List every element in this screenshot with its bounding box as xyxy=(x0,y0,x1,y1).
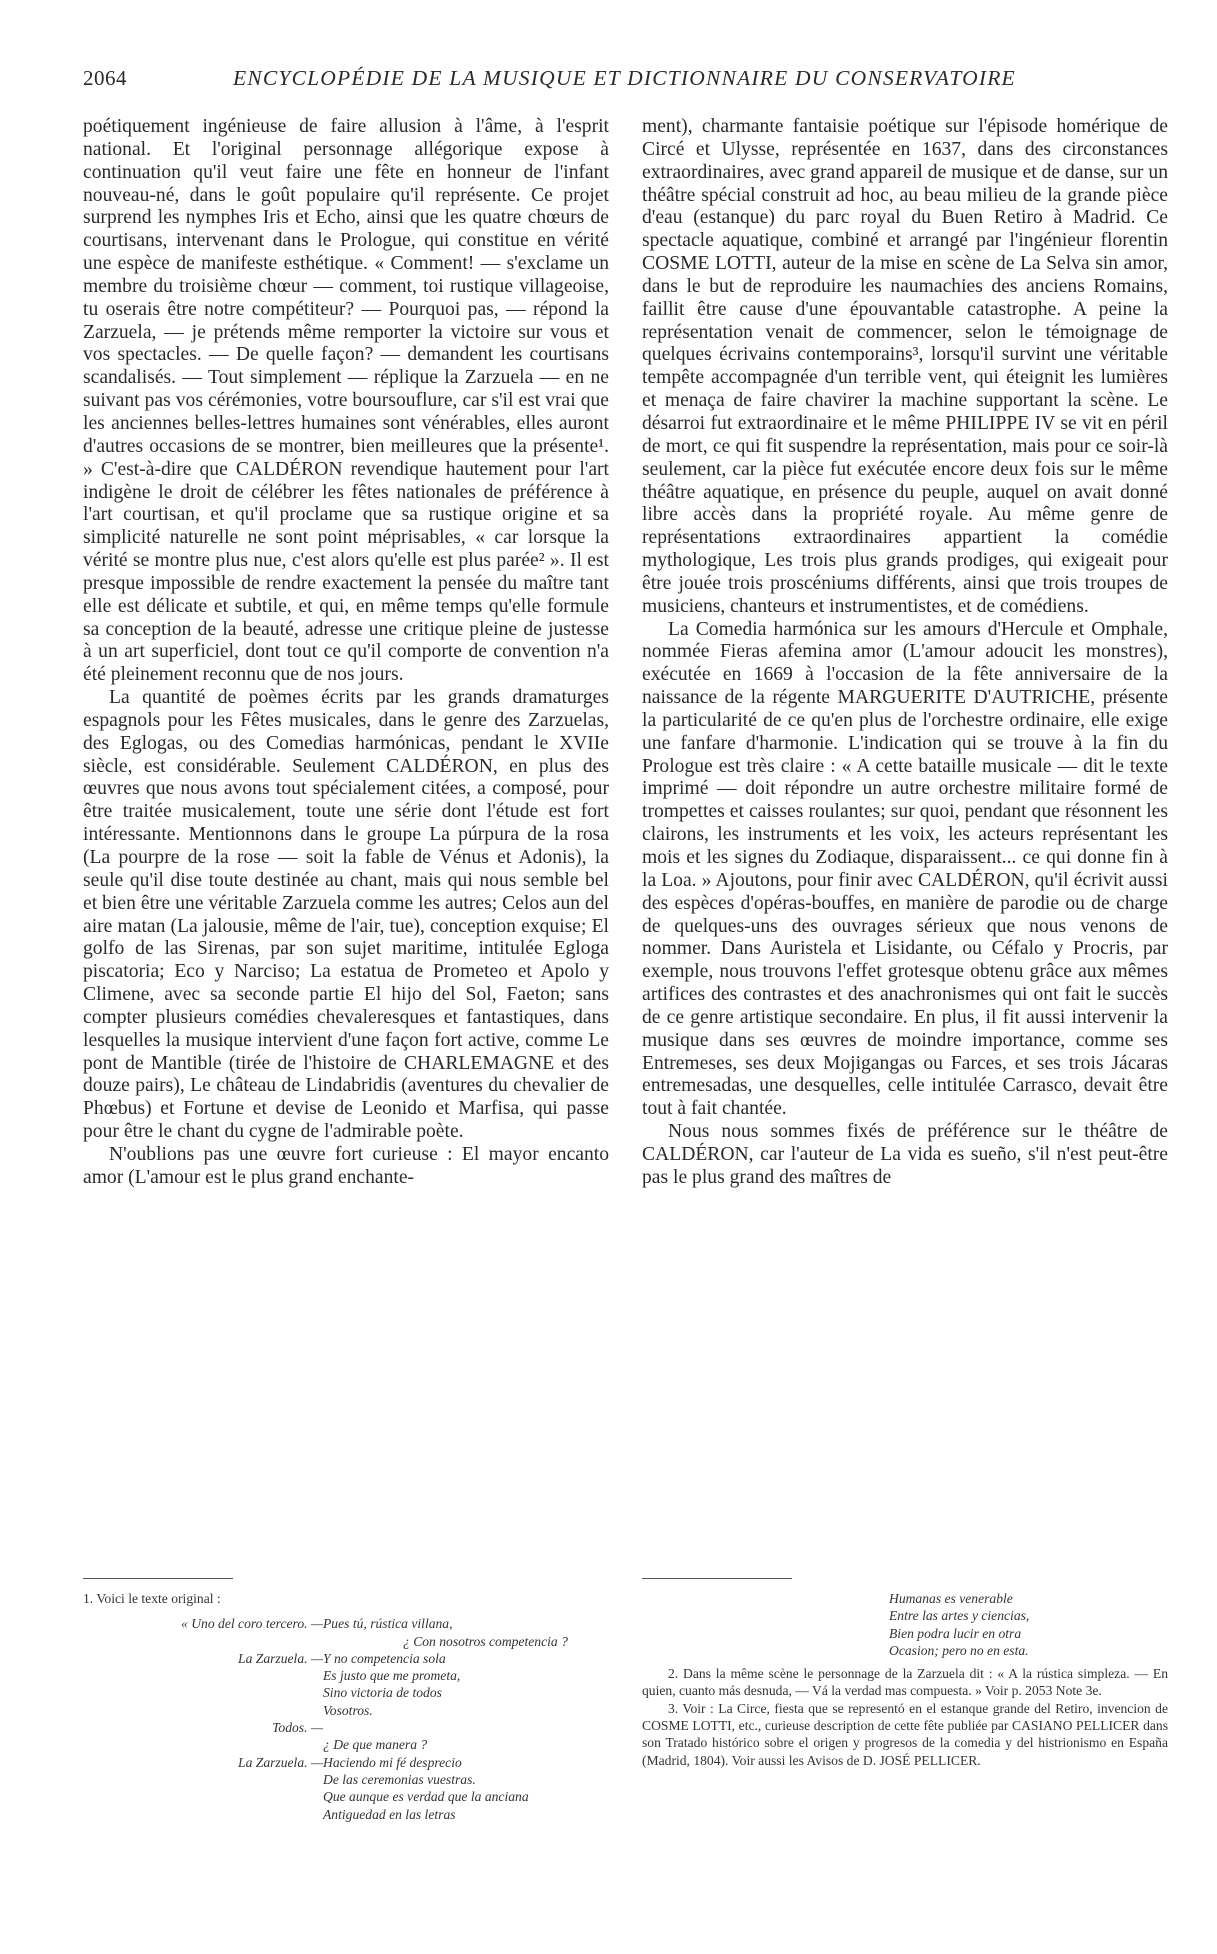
right-column xyxy=(642,116,1168,1190)
left-paragraph-1: poétiquement ingénieuse de faire allusion à l'âme, à l'esprit national. Et l'original personnage allégorique expose à continuation qu'il veut faire une fête en honneur de l'infant nouveau-né, dans le goût populaire qu'il représente. Ce projet surprend les nymphes Iris et Echo, ainsi que les quatre chœurs de courtisans, intervenant dans le Prologue, qui constitue en vérité une espèce de manifeste esthétique. « Comment! — s'exclame un membre du troisième chœur — comment, toi rustique villageoise, tu oserais être notre compétiteur? — Pourquoi pas, — répond la Zarzuela, — je prétends même remporter la victoire sur vous et vos spectacles. — De quelle façon? — demandent les courtisans scandalisés. — Tout simplement — réplique la Zarzuela — en ne suivant pas vos cérémonies, votre boursouflure, car s'il est vrai que les anciennes belles-lettres humaines sont vénérables, elles auront d'autres occasions de se montrer, bien meilleures que la présente¹. » C'est-à-dire que CALDÉRON revendique hautement pour l'art indigène le droit de célébrer les fêtes nationales de préférence à l'art courtisan, et qu'il proclame que sa rustique origine et sa simplicité naturelle ne sont point méprisables, « car lorsque la vérité se montre plus nue, c'est alors qu'elle est plus parée² ». Il est presque impossible de rendre exactement la pensée du maître tant elle est délicate et subtile, et qui, en même temps qu'elle formule sa conception de la beauté, adresse une critique pleine de justesse à un art superficiel, dont tout ce qu'il comporte de convention n'a été pleinement reconnu que de nos jours. xyxy=(83,116,609,686)
verse-line xyxy=(83,1736,609,1753)
page-header xyxy=(83,66,1163,106)
verse-line: Humanas es venerable xyxy=(889,1591,1013,1606)
verse-text: De las ceremonias vuestras. xyxy=(323,1771,476,1787)
verse-line: Ocasion; pero no en esta. xyxy=(889,1642,1029,1658)
verse-text: Sino victoria de todos xyxy=(323,1685,442,1701)
footnote-2: 2. Dans la même scène le personnage de la Zarzuela dit : « A la rústica simpleza. — En quien, cuanto más desnuda, — Vá la verdad mas compuesta. » Voir p. 2053 Note 3e. xyxy=(642,1666,1168,1699)
verse-speaker: « Uno del coro tercero. — xyxy=(181,1616,323,1632)
verse-speaker: La Zarzuela. — xyxy=(238,1650,323,1666)
right-paragraph-3: Nous nous sommes fixés de préférence sur le théâtre de CALDÉRON, car l'auteur de La vida es sueño, s'il n'est peut-être pas le plus grand des maîtres de xyxy=(642,1121,1168,1188)
verse-line xyxy=(83,1667,609,1684)
verse-speaker: Todos. — xyxy=(272,1720,323,1736)
verse-text: Es justo que me prometa, xyxy=(323,1668,461,1684)
verse-text: Vosotros. xyxy=(323,1702,373,1718)
verse-line xyxy=(83,1633,609,1650)
left-column xyxy=(83,116,609,1190)
verse-line xyxy=(83,1788,609,1805)
verse-line: Bien podra lucir en otra xyxy=(889,1625,1022,1641)
footnote-rule-right xyxy=(642,1578,792,1579)
left-paragraph-3: N'oublions pas une œuvre fort curieuse : El mayor encanto amor (L'amour est le plus grand enchante- xyxy=(83,1143,609,1188)
left-paragraph-2: La quantité de poèmes écrits par les grands dramaturges espagnols pour les Fêtes musicales, dans le genre des Zarzuelas, des Eglogas, ou des Comedias harmónicas, pendant le XVIIe siècle, est considérable. Seulement CALDÉRON, en plus des œuvres que nous avons tout spécialement citées, a composé, pour être traitée musicalement, toute une série dont l'étude est fort intéressante. Mentionnons dans le groupe La púrpura de la rosa (La pourpre de la rose — soit la fable de Vénus et Adonis), la seule qu'il dise toute destinée au chant, mais qui nous semble bel et bien être une véritable Zarzuela comme les autres; Celos aun del aire matan (La jalousie, même de l'air, tue), conception exquise; El golfo de las Sirenas, par son sujet maritime, intitulée Egloga piscatoria; Eco y Narciso; La estatua de Prometeo et Apolo y Climene, avec sa seconde partie El hijo del Sol, Faeton; sans compter plusieurs comédies chevaleresques et fantastiques, dans lesquelles la musique intervient d'une façon fort active, comme Le pont de Mantible (tirée de l'histoire de CHARLEMAGNE et des douze pairs), Le château de Lindabridis (aventures du chevalier de Phœbus) et Fortune et devise de Leonido et Marfisa, qui passe pour être le chant du cygne de l'admirable poète. xyxy=(83,687,609,1143)
footnotes-left xyxy=(83,1590,609,1823)
verse-speaker: La Zarzuela. — xyxy=(238,1754,323,1770)
footnote-3: 3. Voir : La Circe, fiesta que se representó en el estanque grande del Retiro, invencion de COSME LOTTI, etc., curieuse description de cette fête publiée par CASIANO PELLICER dans son Tratado histórico sobre el origen y progresos de la comedia y del histrionismo en España (Madrid, 1804). Voir aussi les Avisos de D. JOSÉ PELLICER. xyxy=(642,1700,1168,1768)
verse-line xyxy=(83,1615,609,1632)
verse-line xyxy=(83,1806,609,1823)
verse-text: Que aunque es verdad que la anciana xyxy=(323,1789,529,1805)
verse-text: ¿ Con nosotros competencia ? xyxy=(403,1633,568,1649)
verse-line xyxy=(83,1650,609,1667)
verse-line xyxy=(83,1719,609,1736)
verse-text: ¿ De que manera ? xyxy=(323,1737,428,1753)
footnotes-right xyxy=(642,1590,1168,1769)
verse-text: Haciendo mi fé desprecio xyxy=(323,1754,462,1770)
page-number: 2064 xyxy=(83,66,127,90)
running-title: ENCYCLOPÉDIE DE LA MUSIQUE ET DICTIONNAIRE DU CONSERVATOIRE xyxy=(233,66,1016,90)
verse-line xyxy=(83,1771,609,1788)
verse-line xyxy=(83,1684,609,1701)
verse-line xyxy=(83,1754,609,1771)
verse-text: Y no competencia sola xyxy=(323,1650,446,1666)
verse-line: Entre las artes y ciencias, xyxy=(889,1608,1030,1624)
verse-text: Pues tú, rústica villana, xyxy=(323,1616,453,1632)
footnote-1-verses xyxy=(83,1615,609,1823)
footnote-rule-left xyxy=(83,1578,233,1579)
footnote-1-verses-continued xyxy=(642,1590,1168,1659)
right-paragraph-2: La Comedia harmónica sur les amours d'Hercule et Omphale, nommée Fieras afemina amor (L'amour adoucit les monstres), exécutée en 1669 à l'occasion de la fête anniversaire de la naissance de la régente MARGUERITE D'AUTRICHE, présente la particularité de ce qu'en plus de l'orchestre ordinaire, elle exige une fanfare d'harmonie. L'indication qui se trouve à la fin du Prologue est très claire : « A cette bataille musicale — dit le texte imprimé — doit répondre un autre orchestre militaire formé de trompettes et caisses roulantes; sur quoi, pendant que résonnent les clairons, les instruments et les voix, les acteurs représentant les mois et les signes du Zodiaque, disparaissent... ce qui donne fin à la Loa. » Ajoutons, pour finir avec CALDÉRON, qu'il écrivit aussi des espèces d'opéras-bouffes, en manière de parodie ou de charge de quelques-uns des ouvrages sérieux que nous venons de nommer. Dans Auristela et Lisidante, ou Céfalo y Procris, par exemple, nous trouvons l'effet grotesque obtenu grâce aux mêmes artifices des contrastes et des anachronismes qui ont fait le succès de ce genre artistique secondaire. En plus, il fit aussi intervenir la musique dans ses œuvres de moindre importance, comme ses Entremeses, ses deux Mojigangas ou Farces, et ses trois Jácaras entremesadas, une desquelles, celle intitulée Carrasco, devait être tout à fait chantée. xyxy=(642,618,1168,1120)
verse-text: Antiguedad en las letras xyxy=(323,1806,456,1822)
right-paragraph-1: ment), charmante fantaisie poétique sur l'épisode homérique de Circé et Ulysse, représentée en 1637, dans des circonstances extraordinaires, avec grand appareil de musique et de danse, sur un théâtre spécial construit ad hoc, au beau milieu de la grande pièce d'eau (estanque) du parc royal du Buen Retiro à Madrid. Ce spectacle aquatique, combiné et arrangé par l'ingénieur florentin COSME LOTTI, auteur de la mise en scène de La Selva sin amor, dans le but de reproduire les naumachies des anciens Romains, faillit être cause d'une épouvantable catastrophe. A peine la représentation venait de commencer, selon le témoignage de quelques écrivains contemporains³, lorsqu'il survint une véritable tempête accompagnée d'un terrible vent, qui éteignit les lumières et menaça de faire chavirer la machine supportant la scène. Le désarroi fut extraordinaire et le même PHILIPPE IV se vit en péril de mort, ce qui fit suspendre la représentation, mais pour ce soir-là seulement, car la pièce fut exécutée encore deux fois sur le même théâtre aquatique, en présence du peuple, auquel on avait donné libre accès dans la propriété royale. Au même genre de représentations extraordinaires appartient la comédie mythologique, Les trois plus grands prodiges, qui exigeait pour être jouée trois proscéniums différents, ainsi que trois troupes de musiciens, chanteurs et instrumentistes, et de comédiens. xyxy=(642,116,1168,617)
footnote-1-label: 1. Voici le texte original : xyxy=(83,1591,221,1606)
verse-line xyxy=(83,1702,609,1719)
